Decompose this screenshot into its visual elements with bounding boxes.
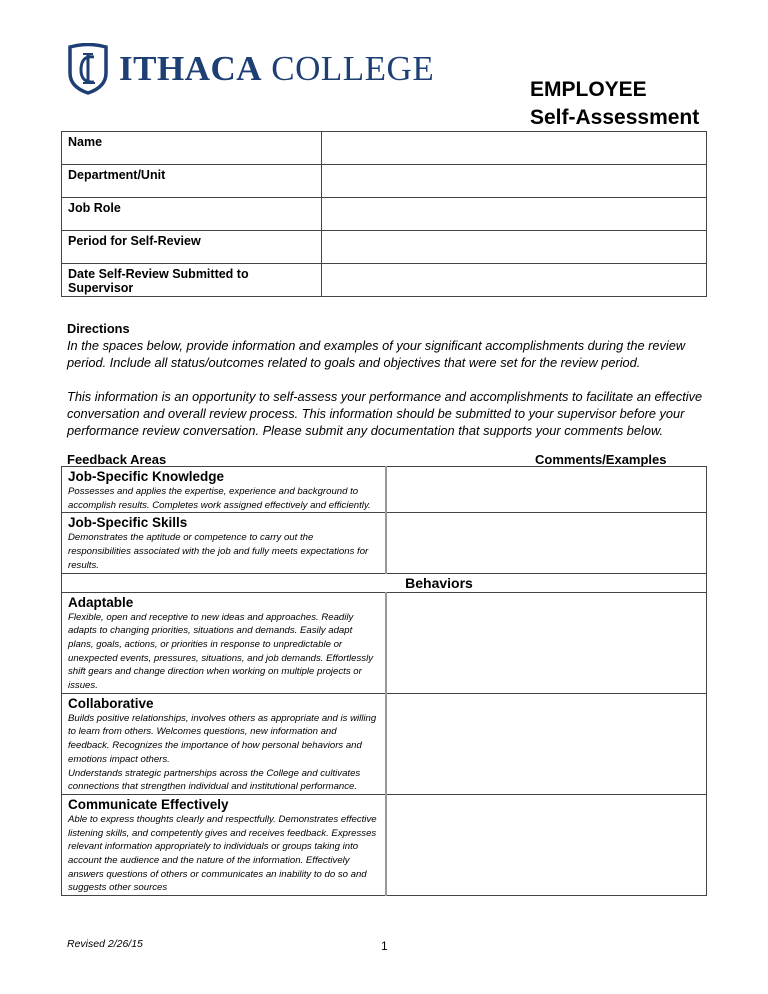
area-description-2: Understands strategic partnerships across the College and cultivates connections that strengthen individual and institutional performance. — [68, 767, 361, 793]
feedback-area-cell — [62, 467, 386, 513]
directions-paragraph-2: This information is an opportunity to self-assess your performance and accomplishments to facilitate an effective conversation and overall review process. This information should be submitted to your supervisor before your performance review conversation. Please submit any documentation that supports your comments below. — [67, 389, 703, 438]
directions-heading: Directions — [67, 321, 130, 336]
department-label: Department/Unit — [62, 165, 322, 198]
feedback-row-communicate — [62, 794, 707, 895]
comment-field-job-knowledge[interactable] — [386, 467, 707, 513]
period-label: Period for Self-Review — [62, 231, 322, 264]
feedback-areas-heading: Feedback Areas — [67, 452, 167, 467]
behaviors-section-heading: Behaviors — [62, 573, 707, 592]
feedback-row-adaptable — [62, 592, 707, 693]
document-title — [530, 76, 699, 132]
comment-field-adaptable[interactable] — [386, 592, 707, 693]
logo-wordmark — [119, 49, 434, 89]
comment-field-job-skills[interactable] — [386, 513, 707, 573]
feedback-area-cell — [62, 592, 386, 693]
comments-examples-heading: Comments/Examples — [535, 452, 667, 467]
revised-date: Revised 2/26/15 — [67, 938, 143, 950]
area-description: Flexible, open and receptive to new ideas and approaches. Readily adapts to changing priorities, situations and demands. Easily adapt plans, goals, actions, or priorities in response to unpredictable or unexpected events, pressures, situations, and job demands. Effortlessly shift gears and change direction when working on multiple projects or issues. — [68, 611, 374, 692]
feedback-area-cell — [62, 794, 386, 895]
department-field[interactable] — [322, 165, 707, 198]
feedback-row-job-knowledge — [62, 467, 707, 513]
period-field[interactable] — [322, 231, 707, 264]
feedback-area-cell — [62, 513, 386, 573]
area-title: Communicate Effectively — [68, 796, 229, 812]
area-description: Possesses and applies the expertise, experience and background to accomplish results. Completes work assigned effectively and efficiently. — [68, 486, 371, 511]
area-title: Job-Specific Knowledge — [68, 469, 225, 484]
feedback-table — [61, 466, 707, 896]
date-submitted-field[interactable] — [322, 264, 707, 297]
title-line-employee: EMPLOYEE — [530, 78, 647, 101]
name-label: Name — [62, 132, 322, 165]
job-role-field[interactable] — [322, 198, 707, 231]
title-line-self-assessment: Self-Assessment — [530, 106, 700, 129]
comment-field-collaborative[interactable] — [386, 693, 707, 794]
area-description: Able to express thoughts clearly and respectfully. Demonstrates effective listening skills, and competently gives and receives feedback. Expresses relevant information appropriately to individuals or groups taking into account the audience and the nature of the information. Effectively answers questions of others or communicates an inability to do so and suggests other sources — [68, 813, 377, 894]
page-number: 1 — [381, 939, 388, 953]
employee-info-table — [61, 131, 707, 297]
info-row-department — [62, 165, 707, 198]
area-title: Adaptable — [68, 594, 134, 610]
directions-section — [67, 320, 707, 439]
logo-word-college: COLLEGE — [271, 49, 435, 88]
feedback-row-collaborative — [62, 693, 707, 794]
area-description: Demonstrates the aptitude or competence to carry out the responsibilities associated with the job and fully meets expectations for results. — [68, 532, 369, 571]
comment-field-communicate[interactable] — [386, 794, 707, 895]
feedback-area-cell — [62, 693, 386, 794]
ithaca-college-logo — [67, 43, 434, 95]
area-title: Job-Specific Skills — [68, 515, 188, 531]
area-title: Collaborative — [68, 695, 154, 711]
info-row-date-submitted — [62, 264, 707, 297]
info-row-name — [62, 132, 707, 165]
behaviors-section-row — [62, 573, 707, 592]
directions-paragraph-1: In the spaces below, provide information and examples of your significant accomplishments during the review period. Include all status/outcomes related to goals and objectives that were set for the review period. — [67, 338, 686, 370]
date-submitted-label: Date Self-Review Submitted to Supervisor — [62, 264, 322, 297]
feedback-row-job-skills — [62, 513, 707, 573]
area-description: Builds positive relationships, involves others as appropriate and is willing to learn from others. Welcomes questions, new information and feedback. Recognizes the importance of how personal behaviors and emotions impact others. — [68, 712, 377, 765]
info-row-period — [62, 231, 707, 264]
name-field[interactable] — [322, 132, 707, 165]
job-role-label: Job Role — [62, 198, 322, 231]
logo-word-ithaca: ITHACA — [119, 49, 263, 88]
shield-ic-monogram-icon — [67, 43, 109, 95]
info-row-job-role — [62, 198, 707, 231]
